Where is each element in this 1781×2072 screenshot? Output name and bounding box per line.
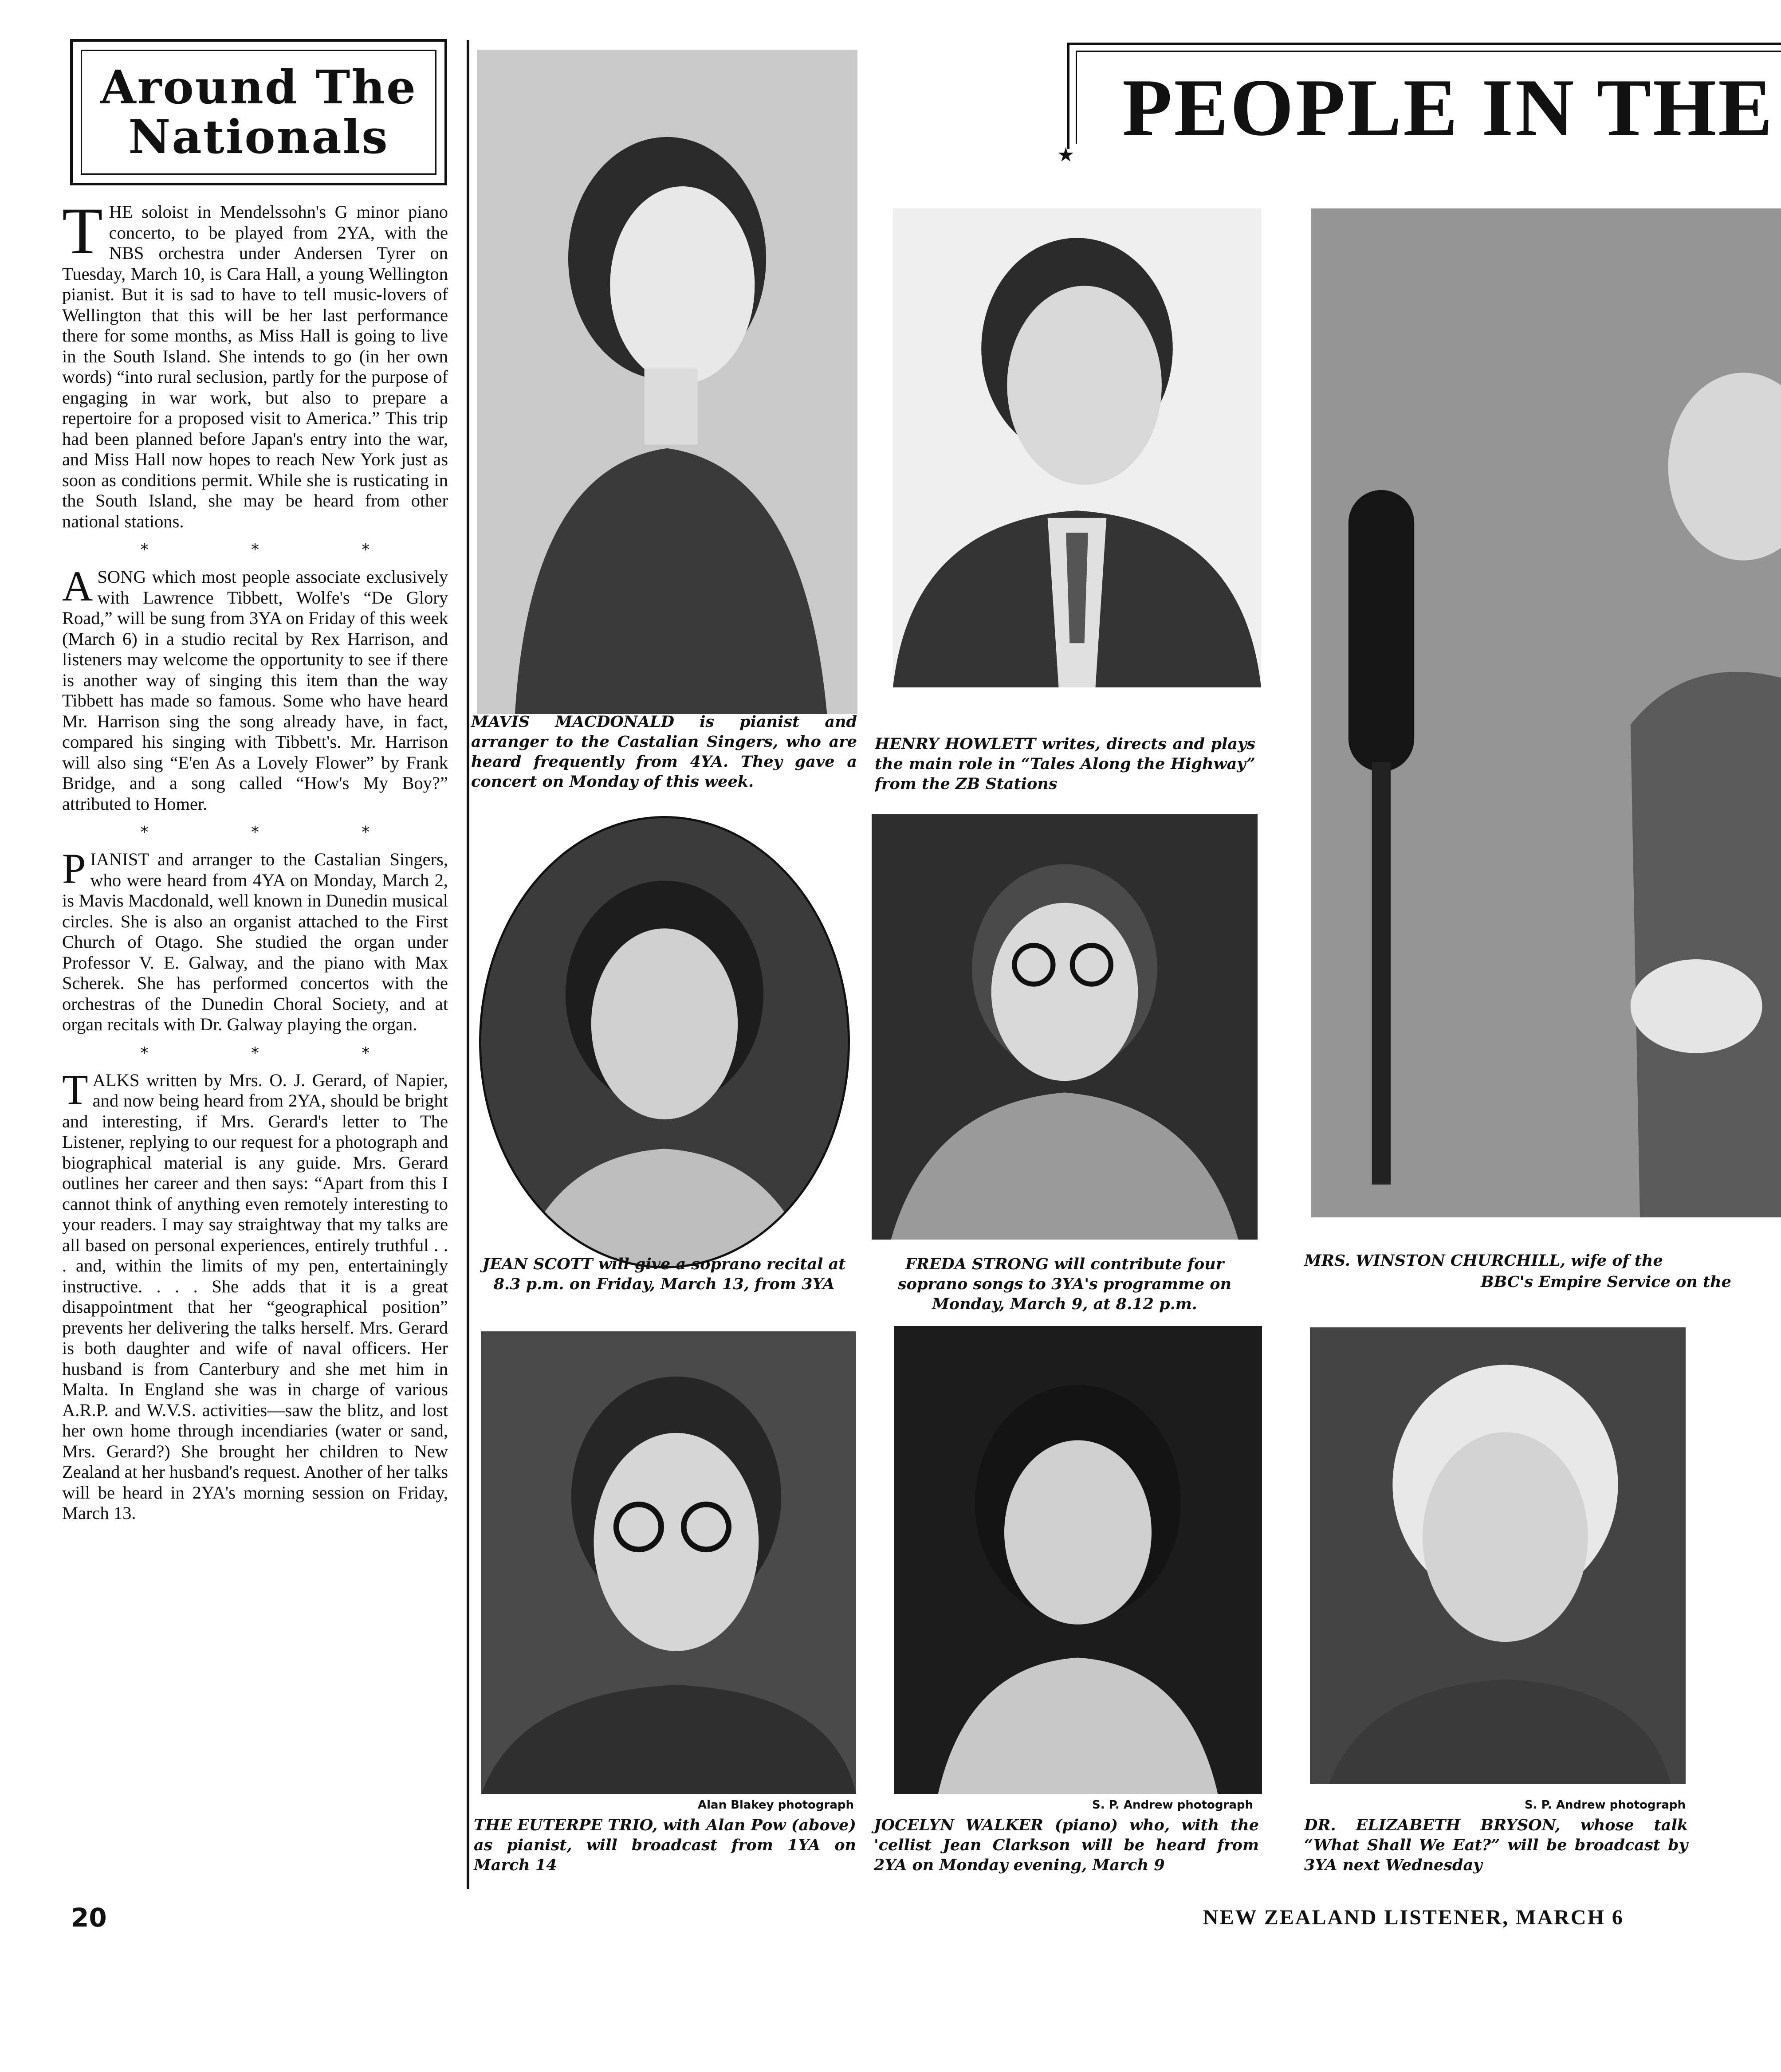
caption-freda-strong: FREDA STRONG will contribute four soprano songs to 3YA's programme on Monday, March 9, at 8.12 p.m.	[897, 1255, 1232, 1313]
article-column	[62, 194, 448, 1524]
separator-3: * * *	[140, 1044, 419, 1062]
separator-2: * * *	[140, 823, 419, 841]
photo-freda-strong	[872, 814, 1258, 1240]
photo-jocelyn-walker	[894, 1326, 1262, 1794]
section-heading-line2: Nationals	[128, 110, 389, 164]
header-frame-left	[1067, 43, 1069, 149]
caption-jocelyn-walker: JOCELYN WALKER (piano) who, with the 'cellist Jean Clarkson will be heard from 2YA on Monday evening, March 9	[874, 1816, 1259, 1874]
caption-mavis-macdonald: MAVIS MACDONALD is pianist and arranger to the Castalian Singers, who are heard frequently from 4YA. They gave a concert on Monday of this week.	[471, 713, 857, 791]
caption-henry-howlett: HENRY HOWLETT writes, directs and plays the main role in “Tales Along the Highway” from the ZB Stations	[875, 735, 1255, 793]
photo-henry-howlett	[893, 208, 1261, 687]
caption-jean-scott: JEAN SCOTT will give a soprano recital at 8.3 p.m. on Friday, March 13, from 3YA	[482, 1255, 846, 1293]
article-3-dropcap: P	[62, 845, 86, 892]
photo-alan-pow	[481, 1331, 856, 1794]
article-4-dropcap: T	[62, 1065, 88, 1113]
column-rule	[467, 40, 469, 1889]
caption-mrs-churchill-line1: MRS. WINSTON CHURCHILL, wife of the	[1304, 1252, 1663, 1270]
section-heading-box	[70, 39, 447, 185]
separator-1: * * *	[140, 541, 419, 559]
caption-mrs-churchill-line2: BBC's Empire Service on the	[1481, 1273, 1731, 1291]
section-heading-inner-frame	[81, 50, 436, 175]
page-number: 20	[71, 1903, 107, 1933]
article-2	[62, 562, 448, 814]
photo-mrs-winston-churchill	[1311, 208, 1781, 1217]
article-2-dropcap: A	[62, 562, 93, 610]
section-heading-line1: Around The	[100, 59, 417, 114]
article-3	[62, 845, 448, 1035]
caption-euterpe-trio: THE EUTERPE TRIO, with Alan Pow (above) as pianist, will broadcast from 1YA on March 14	[474, 1816, 856, 1874]
photo-elizabeth-bryson	[1310, 1327, 1686, 1784]
caption-elizabeth-bryson: DR. ELIZABETH BRYSON, whose talk “What Shall We Eat?” will be broadcast by 3YA next Wednesday	[1304, 1816, 1688, 1874]
credit-sp-andrew-1: S. P. Andrew photograph	[1092, 1798, 1253, 1812]
header-frame-top	[1067, 43, 1781, 45]
article-2-text: SONG which most people associate exclusively with Lawrence Tibbett, Wolfe's “De Glory Road,” will be sung from 3YA on Friday of this week (March 6) in a studio recital by Rex Harrison, and listeners may welcome the opportunity to see if there is another way of singing this item than the way Tibbett has made so famous. Some who have heard Mr. Harrison sing the song already have, in fact, compared his singing with Tibbett's. Mr. Harrison will also sing “E'en As a Lovely Flower” by Frank Bridge, and a song called “How's My Boy?” attributed to Homer.	[62, 567, 448, 814]
photo-mavis-macdonald	[477, 50, 857, 714]
article-1-dropcap: T	[62, 194, 103, 268]
publication-footer: NEW ZEALAND LISTENER, MARCH 6	[1203, 1906, 1624, 1929]
photo-jean-scott	[479, 816, 850, 1268]
article-1	[62, 194, 448, 532]
star-ornament-icon: ★	[1057, 144, 1075, 166]
credit-alan-blakey: Alan Blakey photograph	[697, 1798, 854, 1812]
header-frame-left-inner	[1076, 51, 1077, 144]
credit-sp-andrew-2: S. P. Andrew photograph	[1524, 1798, 1686, 1812]
header-frame-top-inner	[1076, 51, 1781, 52]
article-1-text: HE soloist in Mendelssohn's G minor piano concerto, to be played from 2YA, with the NBS orchestra under Andersen Tyrer on Tuesday, March 10, is Cara Hall, a young Wellington pianist. But it is sad to have to tell music-lovers of Wellington that this will be her last performance there for some months, as Miss Hall is going to live in the South Island. She intends to go (in her own words) “into rural seclusion, partly for the purpose of engaging in war work, but also to prepare a repertoire for a proposed visit to America.” This trip had been planned before Japan's entry into the war, and Miss Hall now hopes to reach New York just as soon as conditions permit. While she is rusticating in the South Island, she may be heard from other national stations.	[62, 202, 448, 531]
article-4-text: ALKS written by Mrs. O. J. Gerard, of Napier, and now being heard from 2YA, should be bright and interesting, if Mrs. Gerard's letter to The Listener, replying to our request for a photograph and biographical material is any guide. Mrs. Gerard outlines her career and then says: “Apart from this I cannot think of anything even remotely interesting to your readers. I may say straightway that my talks are all based on personal experiences, entirely truthful . . . and, within the limits of my pen, entertainingly instructive. . . . She adds that it is a great disappointment that her “geographical position” prevents her delivering the talks herself. Mrs. Gerard is both daughter and wife of naval officers. Her husband is from Canterbury and she met him in Malta. In England she was in charge of various A.R.P. and W.V.S. activities—saw the blitz, and lost her own home through incendiaries (water or sand, Mrs. Gerard?) She brought her children to New Zealand at her husband's request. Another of her talks will be heard in 2YA's morning session on Friday, March 13.	[62, 1070, 448, 1523]
page-title: PEOPLE IN THE	[1122, 62, 1774, 153]
section-heading	[100, 59, 417, 164]
article-4	[62, 1065, 448, 1524]
article-3-text: IANIST and arranger to the Castalian Singers, who were heard from 4YA on Monday, March 2, is Mavis Macdonald, well known in Dunedin musical circles. She is also an organist attached to the First Church of Otago. She studied the organ under Professor V. E. Galway, and the piano with Max Scherek. She has performed concertos with the orchestras of the Dunedin Choral Society, and at organ recitals with Dr. Galway playing the organ.	[62, 849, 448, 1034]
